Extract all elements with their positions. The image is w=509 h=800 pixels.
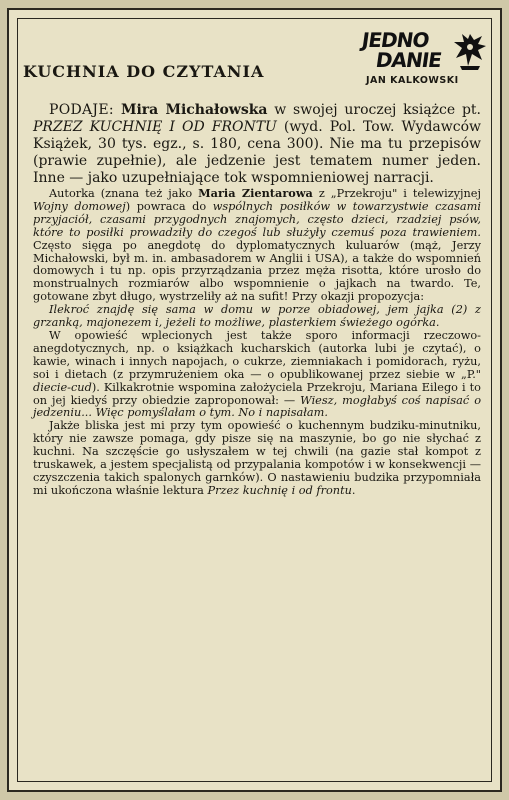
- paragraph-quote: Ilekroć znajdę się sama w domu w porze obiadowej, jem jajka (2) z grzanką, majonezem i, jeżeli to możliwe, plasterkiem świeżego ogórka.: [33, 303, 481, 330]
- column-title: KUCHNIA DO CZYTANIA: [23, 62, 265, 81]
- column-author: JAN KALKOWSKI: [366, 75, 459, 86]
- column-logo: [362, 30, 490, 94]
- logo-word-jedno: JEDNO: [360, 28, 431, 52]
- paragraph-lead: PODAJE: Mira Michałowska w swojej uroczej książce pt. PRZEZ KUCHNIĘ I OD FRONTU (wyd. Pol. Tow. Wydawców Książek, 30 tys. egz., s. 180, cena 300). Nie ma tu przepisów (prawie zupełnie), ale jedzenie jest tematem numer jeden. Inne — jako uzupełniające tok wspomnieniowej narracji.: [33, 102, 482, 186]
- paragraph-5: Jakże bliska jest mi przy tym opowieść o kuchennym budziku-minutniku, który nie zawsze pomaga, gdy pisze się na maszynie, bo go nie słychać z kuchni. Na szczęście go usłyszałem w tej chwili (na gazie stał kompot z truskawek, a jestem specjalistą od przypalania kompotów i w konsekwencji — czyszczenia takich spalonych garnków). O nastawieniu budzika przypomniała mi ukończona właśnie lektura Przez kuchnię i od frontu.: [33, 419, 481, 497]
- newspaper-clipping: [7, 8, 502, 792]
- article-body: [33, 102, 481, 498]
- paragraph-2: Autorka (znana też jako Maria Zientarowa z „Przekroju" i telewizyjnej Wojny domowej) powraca do wspólnych posiłków w towarzystwie czasami przyjaciół, czasami przygodnych znajomych, często dzieci, rzadziej psów, które to posiłki prowadziły do czegoś lub służyły czemuś poza trawieniem. Często sięga po anegdotę do dyplomatycznych kuluarów (mąż, Jerzy Michałowski, był m. in. ambasadorem w Anglii i USA), a także do wspomnień domowych i tu np. opis przyrządzania przez męża risotta, które urosło do monstrualnych rozmiarów albo wspomnienie o jajkach na twardo. Te, gotowane zbyt długo, wystrzeliły aż na sufit! Przy okazji propozycja:: [33, 186, 481, 304]
- column-header: [23, 30, 490, 100]
- chef-figure-icon: [450, 30, 490, 72]
- logo-word-danie: DANIE: [374, 48, 443, 72]
- paragraph-4: W opowieść wplecionych jest także sporo informacji rzeczowo-anegdotycznych, np. o książkach kucharskich (autorka lubi je czytać), o kawie, winach i innych napojach, o cukrze, ziemniakach i pomidorach, ryżu, soi i dietach (z przymrużeniem oka — o opublikowanej przez siebie w „P." diecie-cud). Kilkakrotnie wspomina założyciela Przekroju, Mariana Eilego i to on jej kiedyś przy obiedzie zaproponował: — Wiesz, mogłabyś coś napisać o jedzeniu... Więc pomyślałam o tym. No i napisałam.: [33, 328, 481, 420]
